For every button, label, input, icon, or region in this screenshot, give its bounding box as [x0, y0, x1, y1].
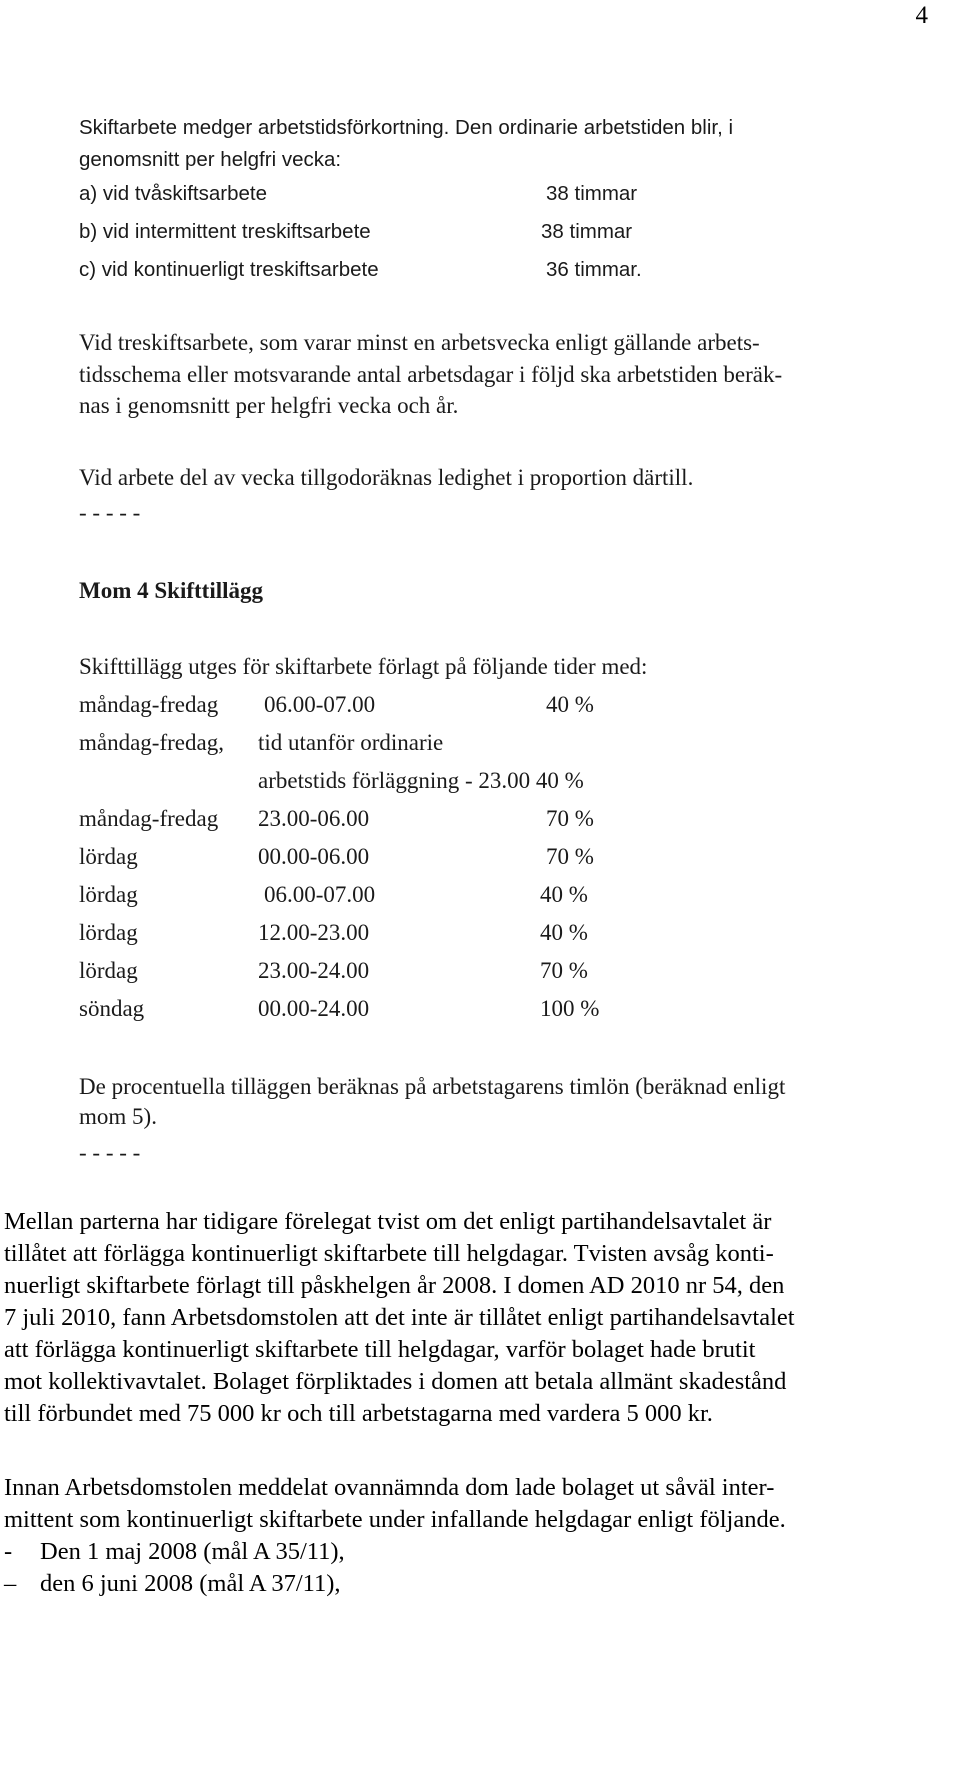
shift-row-pct: 40 %: [540, 920, 588, 945]
para3: Vid arbete del av vecka tillgodoräknas ledighet i proportion därtill.: [79, 465, 694, 490]
intro-line-2: genomsnitt per helgfri vecka:: [79, 148, 342, 171]
shift-row-pct: 100 %: [540, 996, 600, 1021]
shift-row-time: 06.00-07.00: [264, 882, 376, 907]
para2-line-1: Vid treskiftsarbete, som varar minst en arbetsvecka enligt gällande arbets-: [79, 330, 760, 355]
shift-intro: Skifttillägg utges för skiftarbete förlagt på följande tider med:: [79, 654, 648, 679]
list-item-marker: –: [4, 1570, 17, 1597]
hours-item-a-value: 38 timmar: [546, 182, 638, 205]
shift-row-day: måndag-fredag: [79, 692, 219, 717]
page-number: 4: [915, 2, 928, 29]
body2-line: mittent som kontinuerligt skiftarbete under infallande helgdagar enligt följande.: [4, 1506, 786, 1533]
body1-line: nuerligt skiftarbete förlagt till påskhelgen år 2008. I domen AD 2010 nr 54, den: [4, 1272, 785, 1299]
section-heading: Mom 4 Skifttillägg: [79, 578, 263, 603]
shift-row-pct: 70 %: [540, 958, 588, 983]
shift-row-day: lördag: [79, 920, 138, 945]
separator-2: - - - - -: [79, 1140, 141, 1165]
shift-row-day: lördag: [79, 958, 138, 983]
body1-line: mot kollektivavtalet. Bolaget förpliktades i domen att betala allmänt skadestånd: [4, 1368, 787, 1395]
para2-line-3: nas i genomsnitt per helgfri vecka och år.: [79, 393, 459, 418]
shift-row-time: 12.00-23.00: [258, 920, 370, 945]
shift-row-day: måndag-fredag: [79, 806, 219, 831]
shift-row-day: lördag: [79, 882, 138, 907]
separator-1: - - - - -: [79, 500, 141, 525]
shift-row-pct: 40 %: [540, 882, 588, 907]
list-item: Den 1 maj 2008 (mål A 35/11),: [40, 1538, 345, 1565]
body1-line: 7 juli 2010, fann Arbetsdomstolen att det inte är tillåtet enligt partihandelsavtalet: [4, 1304, 795, 1331]
hours-item-b-label: b) vid intermittent treskiftsarbete: [79, 220, 371, 243]
hours-item-c-value: 36 timmar.: [546, 258, 642, 281]
shift-row-time: 00.00-24.00: [258, 996, 370, 1021]
list-item-marker: -: [4, 1538, 13, 1565]
list-item: den 6 juni 2008 (mål A 37/11),: [40, 1570, 341, 1597]
para4-line-1: De procentuella tilläggen beräknas på arbetstagarens timlön (beräknad enligt: [79, 1074, 786, 1099]
shift-row-time: 23.00-06.00: [258, 806, 370, 831]
shift-row-pct: 70 %: [546, 806, 594, 831]
shift-row-pct: 40 %: [546, 692, 594, 717]
body1-line: till förbundet med 75 000 kr och till arbetstagarna med vardera 5 000 kr.: [4, 1400, 713, 1427]
hours-item-b-value: 38 timmar: [541, 220, 633, 243]
body1-line: Mellan parterna har tidigare förelegat tvist om det enligt partihandelsavtalet är: [4, 1208, 772, 1235]
shift-row-time: 00.00-06.00: [258, 844, 370, 869]
shift-row-time: arbetstids förläggning - 23.00 40 %: [258, 768, 584, 793]
shift-row-pct: 70 %: [546, 844, 594, 869]
shift-row-day: lördag: [79, 844, 138, 869]
shift-row-day: söndag: [79, 996, 145, 1021]
para4-line-2: mom 5).: [79, 1104, 157, 1129]
hours-item-a-label: a) vid tvåskiftsarbete: [79, 182, 267, 205]
body2-line: Innan Arbetsdomstolen meddelat ovannämnda dom lade bolaget ut såväl inter-: [4, 1474, 775, 1501]
shift-row-time: 23.00-24.00: [258, 958, 370, 983]
shift-row-time: 06.00-07.00: [264, 692, 376, 717]
intro-line-1: Skiftarbete medger arbetstidsförkortning. Den ordinarie arbetstiden blir, i: [79, 116, 734, 139]
shift-row-time: tid utanför ordinarie: [258, 730, 444, 755]
hours-item-c-label: c) vid kontinuerligt treskiftsarbete: [79, 258, 379, 281]
body1-line: tillåtet att förlägga kontinuerligt skiftarbete till helgdagar. Tvisten avsåg konti-: [4, 1240, 774, 1267]
para2-line-2: tidsschema eller motsvarande antal arbetsdagar i följd ska arbetstiden beräk-: [79, 362, 783, 387]
shift-row-day: måndag-fredag,: [79, 730, 224, 755]
body1-line: att förlägga kontinuerligt skiftarbete till helgdagar, varför bolaget hade brutit: [4, 1336, 756, 1363]
